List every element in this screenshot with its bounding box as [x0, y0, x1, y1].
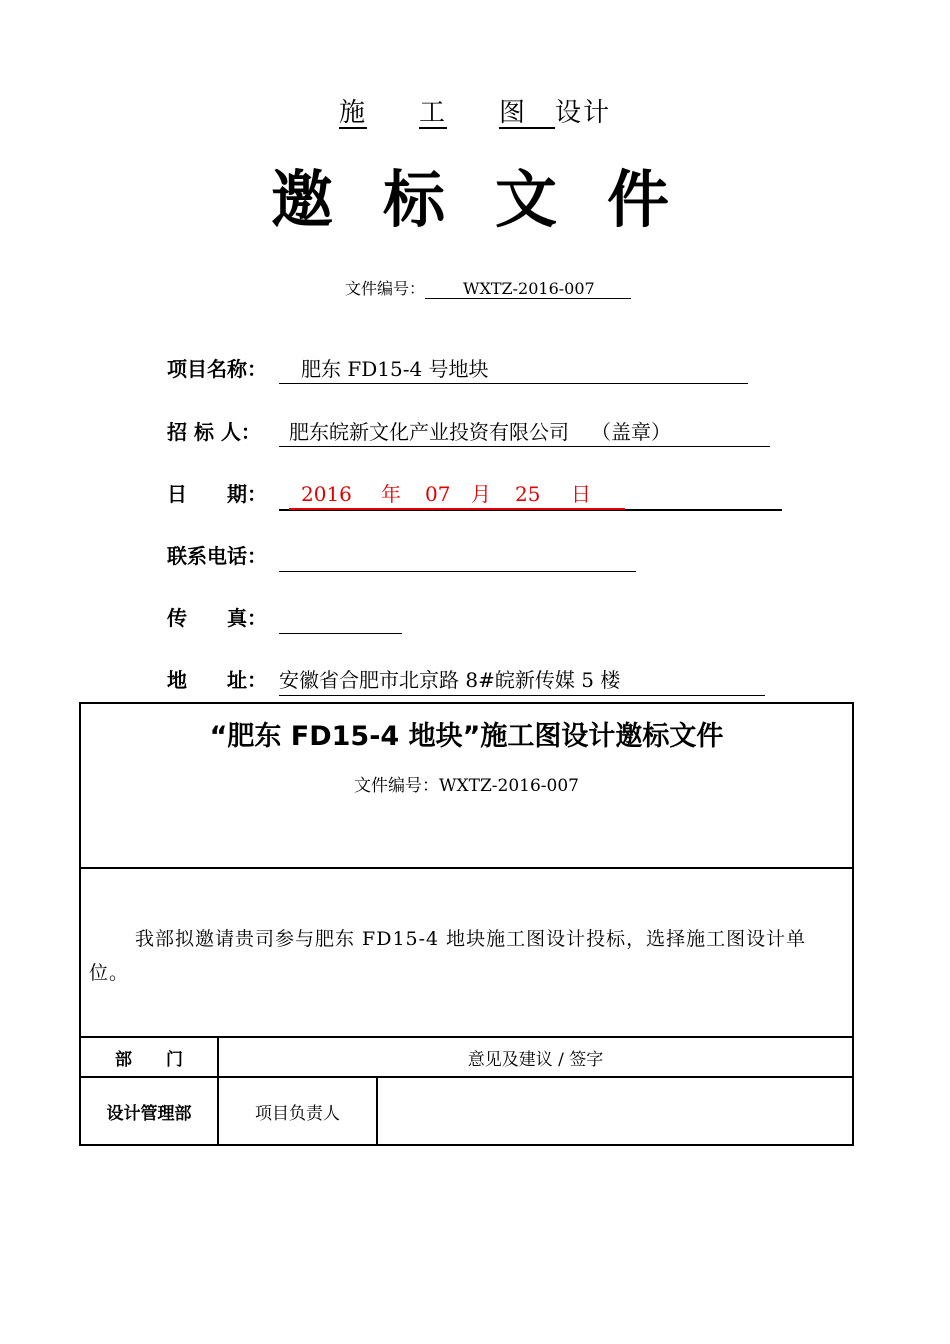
date-row — [167, 479, 591, 509]
project-name-label: 项目名称： — [167, 357, 267, 381]
department-cell: 设计管理部 — [80, 1077, 218, 1145]
doc-number-value: WXTZ-2016-007 — [425, 279, 631, 299]
fax-row — [167, 603, 267, 633]
form-header-cell — [80, 703, 853, 868]
date-month: 07 — [425, 482, 451, 506]
date-month-unit: 月 — [471, 482, 491, 506]
project-name-value: 肥东 FD15-4 号地块 — [301, 357, 489, 381]
phone-row — [167, 541, 267, 571]
date-year-unit: 年 — [381, 482, 401, 506]
address-field[interactable] — [279, 665, 765, 696]
date-year: 2016 — [301, 482, 352, 506]
form-title: “肥东 FD15-4 地块”施工图设计邀标文件 — [209, 721, 724, 752]
date-day: 25 — [515, 482, 541, 506]
fax-label: 传 真： — [167, 606, 267, 630]
doc-number-label: 文件编号： — [345, 279, 426, 298]
tenderer-row — [167, 417, 671, 447]
tenderer-field[interactable] — [279, 417, 770, 447]
col-opinion-header: 意见及建议 / 签字 — [218, 1037, 853, 1077]
subtitle-rest: 设计 — [555, 98, 612, 128]
form-body-cell — [80, 868, 853, 1037]
page-title: 邀标文件 — [270, 163, 720, 236]
address-label: 地 址： — [167, 668, 267, 692]
approval-form — [79, 702, 854, 1146]
date-label: 日 期： — [167, 482, 267, 506]
phone-field[interactable] — [279, 541, 636, 572]
form-doc-number: 文件编号：WXTZ-2016-007 — [354, 776, 579, 796]
doc-number — [345, 276, 631, 299]
project-name-field[interactable] — [279, 354, 748, 384]
col-department-header: 部 门 — [80, 1037, 218, 1077]
address-value: 安徽省合肥市北京路 8#皖新传媒 5 楼 — [279, 668, 621, 692]
tenderer-seal: （盖章） — [591, 420, 671, 444]
signature-cell[interactable] — [377, 1077, 853, 1145]
phone-label: 联系电话： — [167, 544, 267, 568]
role-cell: 项目负责人 — [218, 1077, 377, 1145]
address-row — [167, 665, 621, 695]
date-field[interactable] — [279, 479, 782, 511]
subtitle-underlined: 施 工 图 — [338, 98, 527, 128]
tenderer-label: 招 标 人： — [167, 420, 261, 444]
tenderer-value: 肥东皖新文化产业投资有限公司 — [289, 420, 569, 444]
fax-field[interactable] — [279, 603, 402, 634]
form-body-text: 我部拟邀请贵司参与肥东 FD15-4 地块施工图设计投标，选择施工图设计单位。 — [89, 928, 807, 984]
project-name-row — [167, 354, 489, 384]
subtitle — [0, 92, 950, 129]
date-day-unit: 日 — [571, 482, 591, 506]
